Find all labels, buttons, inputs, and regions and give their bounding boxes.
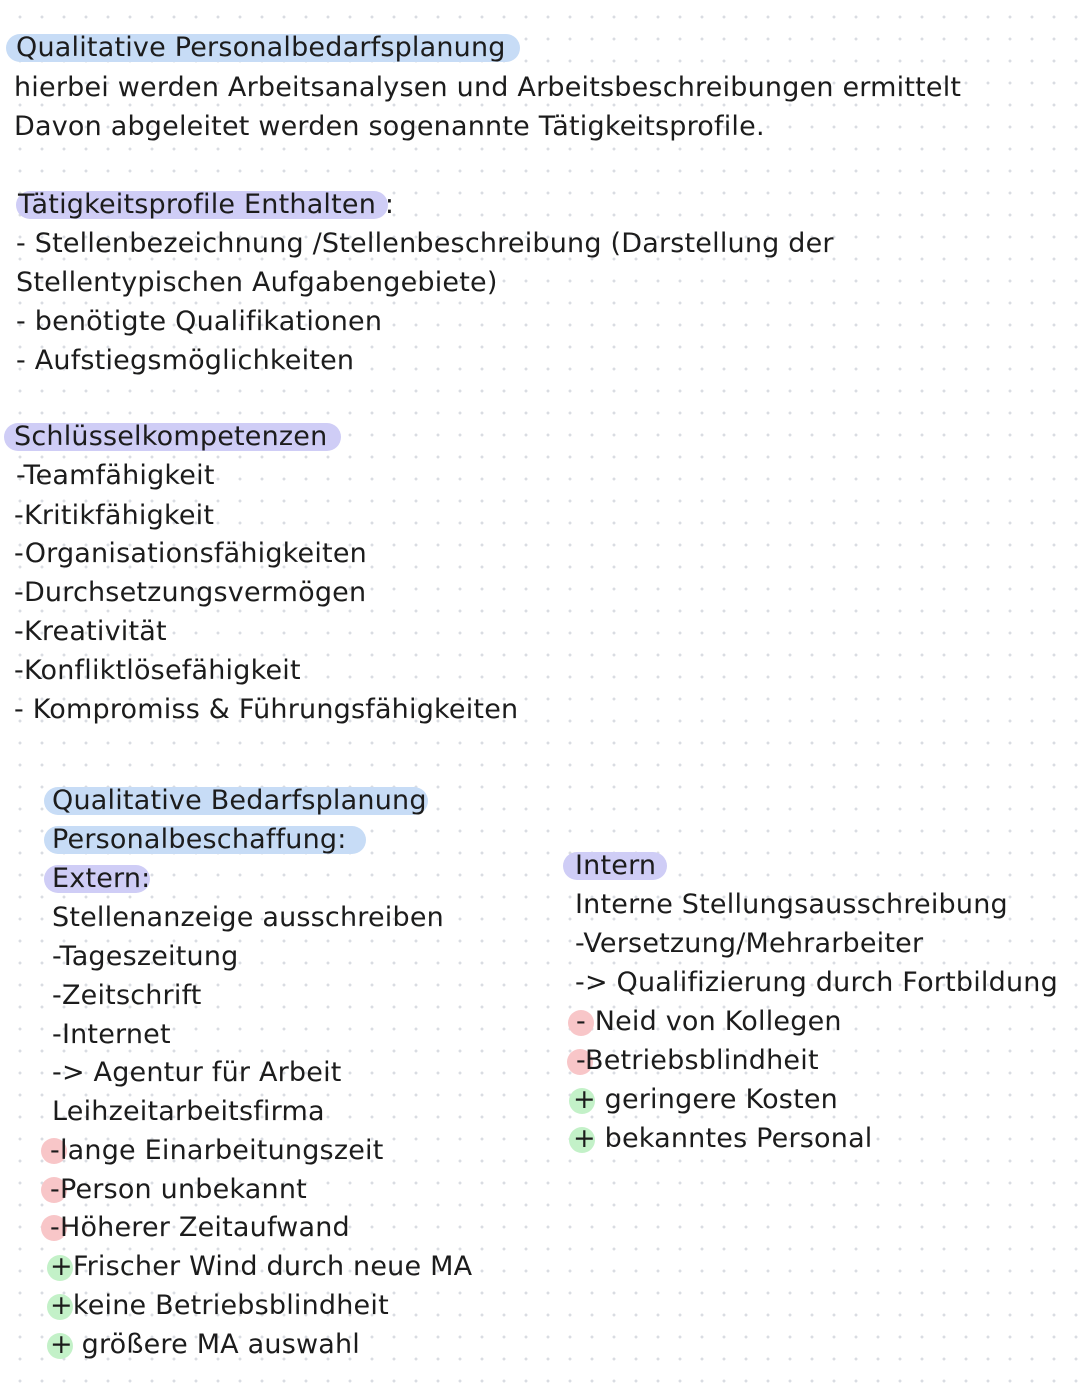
intern-line: Interne Stellungsausschreibung [575,889,1008,920]
extern-pro: +Frischer Wind durch neue MA [50,1251,473,1282]
extern-pro: +keine Betriebsblindheit [50,1290,389,1321]
text-line: - Aufstiegsmöglichkeiten [16,345,355,376]
extern-line: -Internet [52,1019,171,1050]
text-line: Davon abgeleitet werden sogenannte Tätigkeitsprofile. [14,111,765,142]
extern-line: Stellenanzeige ausschreiben [52,902,444,933]
intern-line: -> Qualifizierung durch Fortbildung [575,967,1058,998]
extern-line: -Tageszeitung [52,941,239,972]
list-item: -Kreativität [14,616,167,647]
list-item: -Teamfähigkeit [16,460,215,491]
intern-pro: + bekanntes Personal [573,1123,873,1154]
list-item: -Organisationsfähigkeiten [14,538,367,569]
section-heading-qualitative-personalbedarfsplanung: Qualitative Personalbedarfsplanung [16,32,506,63]
section-heading-taetigkeitsprofile: Tätigkeitsprofile Enthalten : [18,189,395,220]
extern-con: -Höherer Zeitaufwand [50,1212,350,1243]
text-line: hierbei werden Arbeitsanalysen und Arbeitsbeschreibungen ermittelt [14,72,962,103]
extern-line: -Zeitschrift [52,980,202,1011]
section-heading-qualitative-bedarfsplanung: Qualitative Bedarfsplanung [52,785,427,816]
extern-pro: + größere MA auswahl [50,1329,361,1360]
list-item: -Durchsetzungsvermögen [14,577,367,608]
extern-con: -Person unbekannt [50,1174,307,1205]
list-item: -Kritikfähigkeit [14,500,215,531]
text-line: Stellentypischen Aufgabengebiete) [16,267,498,298]
text-line: - Stellenbezeichnung /Stellenbeschreibung (Darstellung der [16,228,834,259]
list-item: -Konfliktlösefähigkeit [14,655,301,686]
text-line: - benötigte Qualifikationen [16,306,383,337]
intern-label: Intern [575,850,657,881]
intern-con: - Neid von Kollegen [576,1006,842,1037]
list-item: - Kompromiss & Führungsfähigkeiten [14,694,519,725]
intern-line: -Versetzung/Mehrarbeiter [575,928,924,959]
section-heading-personalbeschaffung: Personalbeschaffung: [52,824,347,855]
extern-con: -lange Einarbeitungszeit [50,1135,384,1166]
intern-con: -Betriebsblindheit [576,1045,819,1076]
intern-pro: + geringere Kosten [573,1084,838,1115]
extern-line: Leihzeitarbeitsfirma [52,1096,325,1127]
extern-label: Extern: [52,863,151,894]
section-heading-schluesselkompetenzen: Schlüsselkompetenzen [14,421,328,452]
extern-line: -> Agentur für Arbeit [52,1057,342,1088]
